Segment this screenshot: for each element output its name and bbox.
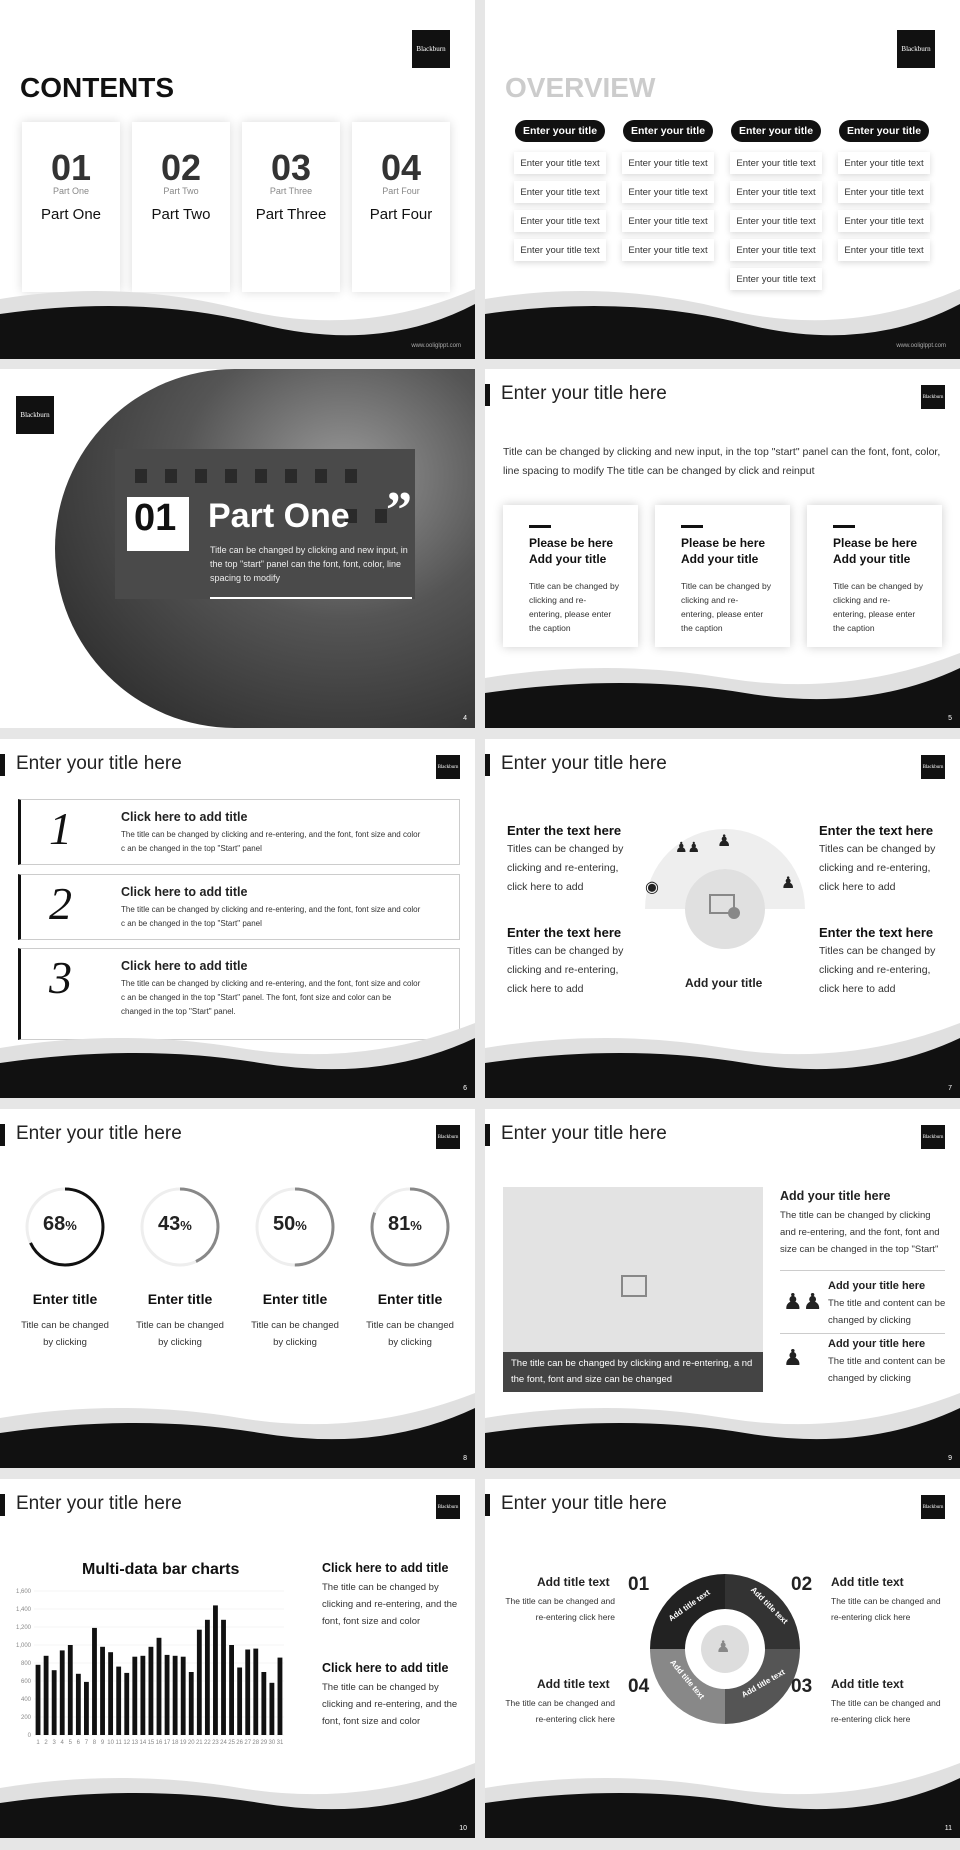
bottom-wave <box>0 1008 475 1098</box>
quote-mark: ” <box>386 482 412 539</box>
card-number: 04 <box>380 147 422 188</box>
bar-chart <box>10 1583 290 1753</box>
main-title: Add your title here <box>780 1189 891 1203</box>
intro-text: Title can be changed by clicking and new input, in the top "start" panel can the font, font, color, line spacing to modify The title can be changed by click and reinput <box>503 446 941 477</box>
x-tick-label: 28 <box>252 1740 260 1746</box>
y-tick-label: 0 <box>27 1733 31 1739</box>
bar <box>253 1649 258 1735</box>
bar <box>221 1620 226 1735</box>
page-number: 9 <box>948 1455 952 1462</box>
logo <box>436 1495 460 1519</box>
overview-column-head[interactable]: Enter your title <box>731 120 821 142</box>
x-tick-label: 9 <box>100 1740 105 1746</box>
contents-card[interactable] <box>132 122 230 292</box>
slide-title: Enter your title here <box>501 383 667 404</box>
slide-7[interactable] <box>485 739 960 1098</box>
quadrant-body: The title can be changed and re-entering click here <box>505 1698 615 1724</box>
card-heading-line-2: Add your title <box>833 552 911 566</box>
overview-cell[interactable]: Enter your title text <box>514 239 606 261</box>
x-tick-label: 22 <box>204 1740 211 1746</box>
logo <box>921 385 945 409</box>
text-body-bl: Titles can be changed by clicking and re-entering, click here to add <box>507 945 624 995</box>
page-number: 7 <box>948 1085 952 1092</box>
x-tick-label: 26 <box>236 1740 243 1746</box>
y-tick-label: 400 <box>20 1697 31 1703</box>
quadrant-body: The title can be changed and re-entering click here <box>831 1596 941 1622</box>
item-body-2: The title and content can be changed by clicking <box>828 1356 946 1384</box>
people-group-icon: ♟♟ <box>675 839 701 855</box>
slide-title: Enter your title here <box>16 753 182 774</box>
y-tick-label: 200 <box>20 1715 31 1721</box>
bar <box>229 1645 234 1735</box>
overview-column-head[interactable]: Enter your title <box>623 120 713 142</box>
bar <box>261 1672 266 1735</box>
quadrant-number: 04 <box>628 1676 650 1697</box>
slide-title: Enter your title here <box>501 1493 667 1514</box>
x-tick-label: 24 <box>220 1740 227 1746</box>
logo-text: Blackburn <box>922 1504 944 1510</box>
card-heading-line-1: Please be here <box>529 536 614 550</box>
url-text: www.ooliglppt.com <box>411 343 461 349</box>
logo-text: Blackburn <box>437 1134 459 1140</box>
x-tick-label: 15 <box>147 1740 155 1746</box>
list-row[interactable] <box>18 799 460 865</box>
slide-title: Enter your title here <box>16 1493 182 1514</box>
text-block-body: The title can be changed by clicking and re-entering, and the font, font size and color <box>322 1682 458 1727</box>
overview-cell[interactable]: Enter your title text <box>730 181 822 203</box>
card-subtitle: Part Four <box>382 186 420 196</box>
x-tick-label: 4 <box>60 1740 64 1746</box>
x-tick-label: 2 <box>44 1740 48 1746</box>
progress-title: Enter title <box>262 1291 328 1307</box>
bar <box>44 1656 49 1735</box>
overview-cell[interactable]: Enter your title text <box>730 210 822 232</box>
overview-column-head[interactable]: Enter your title <box>515 120 605 142</box>
card-heading <box>529 535 613 567</box>
bottom-wave <box>485 638 960 728</box>
text-block-title: Click here to add title <box>322 1661 449 1675</box>
bar <box>149 1647 154 1735</box>
card-number: 03 <box>270 147 312 188</box>
overview-title: OVERVIEW <box>505 72 656 103</box>
overview-cell[interactable]: Enter your title text <box>838 152 930 174</box>
card-heading-line-1: Please be here <box>833 536 918 550</box>
info-card[interactable] <box>503 505 638 647</box>
y-tick-label: 1,200 <box>15 1625 31 1631</box>
overview-cell[interactable]: Enter your title text <box>622 181 714 203</box>
card-label: Part Three <box>255 206 327 223</box>
slide-6[interactable] <box>0 739 475 1098</box>
overview-cell[interactable]: Enter your title text <box>622 152 714 174</box>
target-person-icon: ◉ <box>645 879 659 896</box>
progress-number: 81 <box>388 1213 411 1235</box>
x-tick-label: 23 <box>212 1740 219 1746</box>
text-body-tl: Titles can be changed by clicking and re-entering, click here to add <box>507 843 624 893</box>
logo-text: Blackburn <box>20 411 50 419</box>
x-tick-label: 20 <box>187 1740 195 1746</box>
page-number: 8 <box>463 1455 467 1462</box>
x-tick-label: 21 <box>195 1740 203 1746</box>
row-body: The title can be changed by clicking and re-entering, and the font, font size and color c an be changed in the top "Start" panel. The font, font size and color can be changed in the top "Start" panel. <box>121 979 421 1016</box>
slide-title: Enter your title here <box>501 1123 667 1144</box>
slide-11[interactable] <box>485 1479 960 1838</box>
bar <box>140 1656 145 1735</box>
bar <box>205 1620 210 1735</box>
row-body: The title can be changed by clicking and re-entering, and the font, font size and color c an be changed in the top "Start" panel <box>121 905 421 928</box>
slide-9[interactable] <box>485 1109 960 1468</box>
y-tick-label: 1,400 <box>15 1607 31 1613</box>
person-icon: ♟ <box>783 1345 803 1370</box>
text-heading-tr: Enter the text here <box>819 823 934 838</box>
progress-desc: Title can be changed by clicking <box>251 1320 339 1348</box>
card-body: Title can be changed by clicking and re-entering, please enter the caption <box>833 581 923 633</box>
x-tick-label: 19 <box>179 1740 187 1746</box>
overview-cell[interactable]: Enter your title text <box>514 152 606 174</box>
text-body-br: Titles can be changed by clicking and re-entering, click here to add <box>819 945 936 995</box>
logo-text: Blackburn <box>416 45 446 53</box>
bar <box>237 1668 242 1736</box>
text-heading-bl: Enter the text here <box>507 925 622 940</box>
y-tick-label: 1,000 <box>15 1643 31 1649</box>
x-tick-label: 10 <box>107 1740 114 1746</box>
progress-title: Enter title <box>147 1291 213 1307</box>
page-number: 11 <box>944 1825 952 1832</box>
bottom-wave <box>0 1748 475 1838</box>
logo-text: Blackburn <box>437 1504 459 1510</box>
logo <box>897 30 935 68</box>
x-tick-label: 7 <box>84 1740 89 1746</box>
divider <box>780 1333 945 1334</box>
progress-number: 68 <box>43 1213 66 1235</box>
quadrant-title: Add title text <box>537 1677 610 1691</box>
item-title-2: Add your title here <box>828 1338 926 1350</box>
text-block-body: The title can be changed by clicking and re-entering, and the font, font size and color <box>322 1582 458 1627</box>
overview-cell[interactable]: Enter your title text <box>730 152 822 174</box>
row-number: 2 <box>49 878 72 929</box>
page-number: 5 <box>948 715 952 722</box>
info-card[interactable] <box>655 505 790 647</box>
x-tick-label: 27 <box>244 1740 252 1746</box>
slide-part-one[interactable] <box>0 369 475 728</box>
bar <box>213 1605 218 1735</box>
overview-cell[interactable]: Enter your title text <box>514 210 606 232</box>
card-accent-bar <box>833 525 855 528</box>
bottom-wave <box>0 1378 475 1468</box>
text-block-title: Click here to add title <box>322 1561 449 1575</box>
bar <box>165 1655 170 1735</box>
slide-10[interactable] <box>0 1479 475 1838</box>
item-title-1: Add your title here <box>828 1280 926 1292</box>
image-placeholder[interactable] <box>503 1187 763 1392</box>
logo <box>436 1125 460 1149</box>
quadrant-title: Add title text <box>831 1677 904 1691</box>
bar <box>100 1647 105 1735</box>
card-body: Title can be changed by clicking and re-entering, please enter the caption <box>529 581 619 633</box>
bar <box>116 1667 121 1735</box>
row-number: 3 <box>49 952 72 1003</box>
logo-text: Blackburn <box>922 764 944 770</box>
x-tick-label: 18 <box>171 1740 179 1746</box>
contents-title: CONTENTS <box>20 72 174 103</box>
x-tick-label: 16 <box>155 1740 163 1746</box>
contents-card[interactable] <box>22 122 120 292</box>
progress-desc: Title can be changed by clicking <box>21 1320 109 1348</box>
logo-text: Blackburn <box>437 764 459 770</box>
quadrant-number: 02 <box>791 1574 813 1595</box>
quadrant-number: 01 <box>628 1574 650 1595</box>
card-heading <box>833 535 917 567</box>
bottom-wave <box>485 1378 960 1468</box>
card-heading-line-1: Please be here <box>681 536 766 550</box>
ring-label-4: Add title text <box>668 1658 707 1701</box>
overview-cell[interactable]: Enter your title text <box>730 268 822 290</box>
x-tick-label: 11 <box>115 1740 122 1746</box>
row-number: 1 <box>49 803 72 854</box>
bar <box>108 1652 113 1735</box>
progress-unit: % <box>410 1218 422 1233</box>
image-add-icon <box>621 1275 647 1297</box>
bar <box>132 1657 137 1735</box>
overview-cell[interactable]: Enter your title text <box>622 210 714 232</box>
x-tick-label: 12 <box>123 1740 131 1746</box>
progress-unit: % <box>295 1218 307 1233</box>
progress-number: 43 <box>158 1213 181 1235</box>
people-icon: ♟♟ <box>783 1289 823 1314</box>
row-title: Click here to add title <box>121 810 248 824</box>
overview-cell[interactable]: Enter your title text <box>514 181 606 203</box>
part-underline <box>210 597 412 599</box>
logo-text: Blackburn <box>901 45 931 53</box>
image-caption: The title can be changed by clicking and re-entering, a nd the font, font and size can be changed <box>503 1352 763 1392</box>
bottom-wave <box>485 1748 960 1838</box>
center-people-icon: ♟ <box>716 1639 731 1656</box>
slide-8[interactable] <box>0 1109 475 1468</box>
overview-column-head[interactable]: Enter your title <box>839 120 929 142</box>
bar <box>278 1658 283 1735</box>
slide-overview[interactable] <box>485 0 960 359</box>
bottom-wave <box>485 269 960 359</box>
ring-label-3: Add title text <box>739 1667 787 1700</box>
x-tick-label: 29 <box>260 1740 268 1746</box>
row-title: Click here to add title <box>121 885 248 899</box>
card-label: Part Four <box>369 206 433 223</box>
bottom-wave <box>0 269 475 359</box>
slide-contents[interactable] <box>0 0 475 359</box>
y-tick-label: 600 <box>20 1679 31 1685</box>
card-subtitle: Part Two <box>163 186 199 196</box>
card-heading-line-2: Add your title <box>681 552 759 566</box>
x-tick-label: 5 <box>68 1740 72 1746</box>
card-number: 02 <box>160 147 202 188</box>
progress-unit: % <box>180 1218 192 1233</box>
ring-label-1: Add title text <box>666 1587 712 1624</box>
text-heading-tl: Enter the text here <box>507 823 622 838</box>
bar <box>124 1673 129 1735</box>
list-row[interactable] <box>18 874 460 940</box>
bar <box>269 1683 274 1735</box>
logo <box>921 1495 945 1519</box>
bar <box>189 1672 194 1735</box>
overview-cell[interactable]: Enter your title text <box>622 239 714 261</box>
chart-title: Multi-data bar charts <box>82 1561 240 1578</box>
bar <box>52 1670 57 1735</box>
main-body: The title can be changed by clicking and re-entering, and the font, font and size can be changed in the top "Start" <box>780 1210 940 1255</box>
card-subtitle: Part One <box>52 186 90 196</box>
progress-title: Enter title <box>32 1291 98 1307</box>
logo <box>921 755 945 779</box>
slide-title: Enter your title here <box>501 753 667 774</box>
x-tick-label: 1 <box>36 1740 40 1746</box>
info-card[interactable] <box>807 505 942 647</box>
teacher-icon: ♟ <box>781 875 796 892</box>
quadrant-title: Add title text <box>537 1575 610 1589</box>
bar <box>197 1630 202 1735</box>
page-number: 4 <box>463 715 467 722</box>
card-accent-bar <box>681 525 703 528</box>
page-number: 6 <box>463 1085 467 1092</box>
x-tick-label: 25 <box>228 1740 235 1746</box>
part-title: Part One <box>208 497 350 535</box>
page-number: 10 <box>459 1825 467 1832</box>
text-heading-br: Enter the text here <box>819 925 934 940</box>
bar <box>245 1650 250 1736</box>
person-gear-icon: ♟ <box>717 833 732 850</box>
x-tick-label: 13 <box>131 1740 139 1746</box>
bar <box>84 1682 89 1735</box>
quadrant-number: 03 <box>791 1676 813 1697</box>
logo-text: Blackburn <box>922 394 944 400</box>
x-tick-label: 31 <box>276 1740 284 1746</box>
card-body: Title can be changed by clicking and re-entering, please enter the caption <box>681 581 771 633</box>
overview-cell[interactable]: Enter your title text <box>838 210 930 232</box>
divider <box>780 1270 945 1271</box>
row-body: The title can be changed by clicking and re-entering, and the font, font size and color c an be changed in the top "Start" panel <box>121 830 421 853</box>
ring-label-2: Add title text <box>748 1585 790 1626</box>
bar <box>157 1638 162 1735</box>
card-label: Part One <box>40 206 102 223</box>
text-body-tr: Titles can be changed by clicking and re-entering, click here to add <box>819 843 936 893</box>
slide-5[interactable] <box>485 369 960 728</box>
url-text: www.ooliglppt.com <box>896 343 946 349</box>
progress-title: Enter title <box>377 1291 443 1307</box>
y-tick-label: 800 <box>20 1661 31 1667</box>
overview-cell[interactable]: Enter your title text <box>838 239 930 261</box>
bar <box>36 1665 41 1735</box>
row-title: Click here to add title <box>121 959 248 973</box>
progress-value <box>273 1213 307 1236</box>
bar <box>76 1674 81 1735</box>
bar <box>92 1628 97 1735</box>
y-tick-label: 1,600 <box>15 1589 31 1595</box>
contents-card[interactable] <box>352 122 450 292</box>
progress-desc: Title can be changed by clicking <box>366 1320 454 1348</box>
quadrant-body: The title can be changed and re-entering click here <box>831 1698 941 1724</box>
logo <box>16 396 54 434</box>
overview-cell[interactable]: Enter your title text <box>838 181 930 203</box>
card-subtitle: Part Three <box>269 186 313 196</box>
contents-card[interactable] <box>242 122 340 292</box>
item-body-1: The title and content can be changed by clicking <box>828 1298 946 1326</box>
quadrant-title: Add title text <box>831 1575 904 1589</box>
x-tick-label: 14 <box>139 1740 147 1746</box>
x-tick-label: 30 <box>268 1740 276 1746</box>
progress-unit: % <box>65 1218 77 1233</box>
x-tick-label: 6 <box>76 1740 81 1746</box>
overview-cell[interactable]: Enter your title text <box>730 239 822 261</box>
bottom-wave <box>485 1008 960 1098</box>
slide-title: Enter your title here <box>16 1123 182 1144</box>
progress-number: 50 <box>273 1213 296 1235</box>
quadrant-body: The title can be changed and re-entering click here <box>505 1596 615 1622</box>
progress-value <box>388 1213 422 1236</box>
progress-value <box>43 1213 77 1236</box>
x-tick-label: 17 <box>163 1740 171 1746</box>
card-heading <box>681 535 765 567</box>
x-tick-label: 8 <box>92 1740 97 1746</box>
progress-desc: Title can be changed by clicking <box>136 1320 224 1348</box>
part-number: 01 <box>134 497 177 539</box>
bar <box>181 1657 186 1735</box>
bar <box>68 1645 73 1735</box>
card-number: 01 <box>50 147 92 188</box>
part-body: Title can be changed by clicking and new input, in the top "start" panel can the font, font, color, line spacing to modify <box>210 545 408 583</box>
logo <box>436 755 460 779</box>
card-label: Part Two <box>151 206 211 223</box>
progress-value <box>158 1213 192 1236</box>
bar <box>173 1656 178 1735</box>
card-heading-line-2: Add your title <box>529 552 607 566</box>
card-accent-bar <box>529 525 551 528</box>
bar <box>60 1650 65 1735</box>
logo-text: Blackburn <box>922 1134 944 1140</box>
logo <box>921 1125 945 1149</box>
logo <box>412 30 450 68</box>
center-title: Add your title <box>685 976 763 990</box>
x-tick-label: 3 <box>52 1740 56 1746</box>
